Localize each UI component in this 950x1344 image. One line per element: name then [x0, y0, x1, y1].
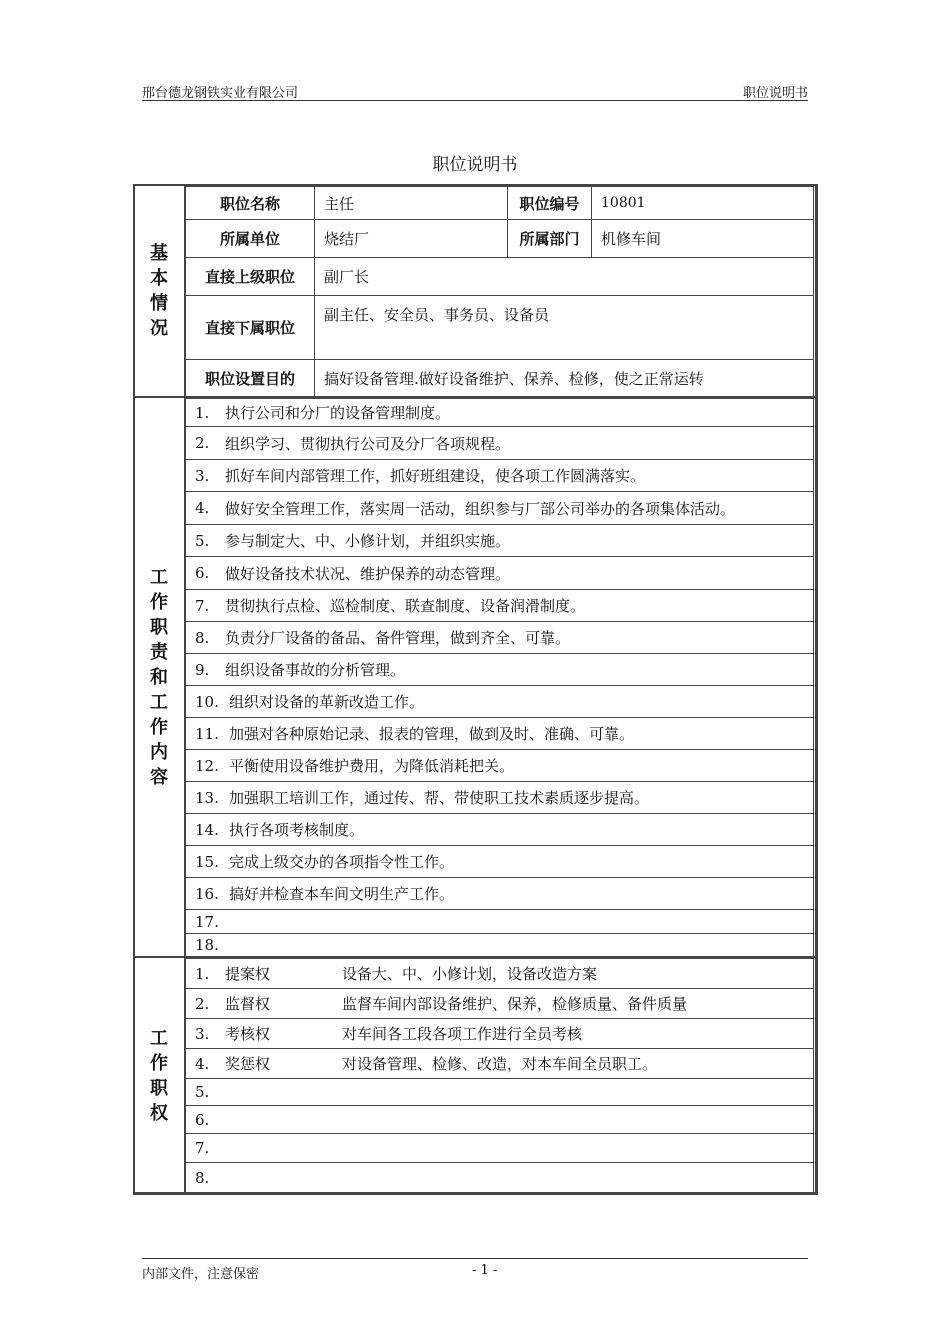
authority-row [185, 1133, 814, 1163]
duty-number: 2. [195, 434, 210, 452]
duty-number: 5. [195, 531, 210, 550]
authority-name: 监督权 [225, 995, 271, 1013]
duty-text: 平衡使用设备维护费用，为降低消耗把关。 [229, 757, 515, 775]
duty-text: 加强职工培训工作，通过传、帮、带使职工技术素质逐步提高。 [229, 789, 650, 807]
duty-number: 15. [195, 852, 219, 871]
duty-number: 4. [195, 499, 210, 517]
duty-row [185, 653, 814, 686]
document-title: 职位说明书 [432, 155, 518, 175]
duty-row [185, 749, 814, 782]
authority-number: 7. [195, 1139, 210, 1157]
authority-text: 对设备管理、检修、改造，对本车间全员职工。 [342, 1055, 658, 1073]
duty-text: 加强对各种原始记录、报表的管理，做到及时、准确、可靠。 [229, 725, 635, 743]
duty-number: 3. [195, 466, 210, 485]
subordinate-label: 直接下属职位 [185, 295, 315, 360]
section-label-duties: 工 作 职 责 和 工 作 内 容 [150, 566, 168, 788]
duty-number: 17. [195, 912, 219, 931]
duty-row [185, 781, 814, 814]
confidential-note: 内部文件，注意保密 [142, 1267, 260, 1282]
duty-row [185, 933, 814, 957]
duty-text: 参与制定大、中、小修计划，并组织实施。 [225, 532, 511, 550]
position-code-label: 职位编号 [507, 186, 592, 220]
duty-row [185, 589, 814, 622]
duty-number: 10. [195, 692, 219, 711]
authority-number: 5. [195, 1083, 210, 1101]
duty-number: 11. [195, 724, 219, 743]
dept-label: 所属部门 [507, 219, 592, 258]
authority-row [185, 1078, 814, 1106]
authority-number: 1. [195, 964, 210, 983]
authority-text: 监督车间内部设备维护、保养，检修质量、备件质量 [342, 995, 688, 1013]
unit-value: 烧结厂 [314, 219, 508, 258]
authority-name: 考核权 [225, 1025, 271, 1043]
unit-label: 所属单位 [185, 219, 315, 258]
purpose-label: 职位设置目的 [185, 359, 315, 397]
duty-row [185, 717, 814, 750]
company-name: 邢台德龙钢铁实业有限公司 [142, 86, 299, 101]
duty-text: 完成上级交办的各项指令性工作。 [229, 853, 455, 871]
section-label-basic: 基 本 情 况 [150, 243, 168, 339]
authority-number: 8. [195, 1168, 210, 1187]
superior-label: 直接上级职位 [185, 257, 315, 296]
authority-text: 对车间各工段各项工作进行全员考核 [342, 1025, 583, 1043]
header-doc-type: 职位说明书 [742, 86, 808, 101]
duty-row [185, 621, 814, 654]
duty-number: 12. [195, 756, 219, 775]
duty-number: 14. [195, 820, 219, 839]
dept-value: 机修车间 [591, 219, 814, 258]
authority-row [185, 1162, 814, 1193]
page-header [142, 80, 808, 101]
duty-row [185, 524, 814, 557]
duty-text: 做好设备技术状况、维护保养的动态管理。 [225, 564, 511, 583]
duty-number: 7. [195, 596, 210, 615]
page-number: - 1 - [472, 1263, 498, 1278]
duty-text: 执行各项考核制度。 [229, 821, 365, 839]
duty-row [185, 426, 814, 460]
duty-row [185, 685, 814, 718]
duty-text: 组织学习、贯彻执行公司及分厂各项规程。 [225, 434, 511, 453]
duty-number: 13. [195, 788, 219, 807]
section-label-authority: 工 作 职 权 [150, 1027, 168, 1124]
duty-row [185, 398, 814, 427]
position-code-value: 10801 [591, 186, 814, 220]
duty-text: 负责分厂设备的备品、备件管理，做到齐全、可靠。 [225, 629, 571, 647]
duty-row [185, 556, 814, 590]
authority-number: 3. [195, 1024, 210, 1043]
duty-row [185, 909, 814, 934]
duty-text: 搞好并检查本车间文明生产工作。 [229, 885, 455, 903]
authority-row [185, 1105, 814, 1134]
authority-name: 提案权 [225, 965, 271, 983]
duty-text: 做好安全管理工作，落实周一活动，组织参与厂部公司举办的各项集体活动。 [225, 499, 736, 518]
duty-text: 抓好车间内部管理工作，抓好班组建设，使各项工作圆满落实。 [225, 467, 646, 485]
position-name-label: 职位名称 [185, 186, 315, 220]
authority-text: 设备大、中、小修计划，设备改造方案 [342, 965, 598, 983]
duty-number: 1. [195, 403, 210, 422]
duty-row [185, 459, 814, 492]
authority-row [185, 988, 814, 1019]
duty-number: 8. [195, 628, 210, 647]
superior-value: 副厂长 [314, 257, 814, 296]
duty-row [185, 813, 814, 846]
subordinate-value: 副主任、安全员、事务员、设备员 [314, 295, 814, 360]
page-footer [142, 1258, 808, 1282]
position-name-value: 主任 [314, 186, 508, 220]
authority-number: 2. [195, 994, 210, 1013]
duty-number: 6. [195, 564, 210, 582]
authority-row [185, 1018, 814, 1049]
purpose-value: 搞好设备管理.做好设备维护、保养、检修，使之正常运转 [314, 359, 814, 397]
authority-name: 奖惩权 [225, 1055, 271, 1073]
duty-number: 18. [195, 936, 219, 954]
duty-row [185, 845, 814, 878]
duty-text: 执行公司和分厂的设备管理制度。 [225, 404, 451, 422]
duty-number: 16. [195, 884, 219, 903]
duty-number: 9. [195, 660, 210, 679]
authority-number: 4. [195, 1054, 210, 1073]
duty-row [185, 491, 814, 525]
duty-text: 组织对设备的革新改造工作。 [229, 693, 425, 711]
authority-row [185, 958, 814, 989]
duty-text: 组织设备事故的分析管理。 [225, 661, 406, 679]
duty-text: 贯彻执行点检、巡检制度、联查制度、设备润滑制度。 [225, 597, 586, 615]
authority-row [185, 1048, 814, 1079]
duty-row [185, 877, 814, 910]
authority-number: 6. [195, 1110, 210, 1129]
